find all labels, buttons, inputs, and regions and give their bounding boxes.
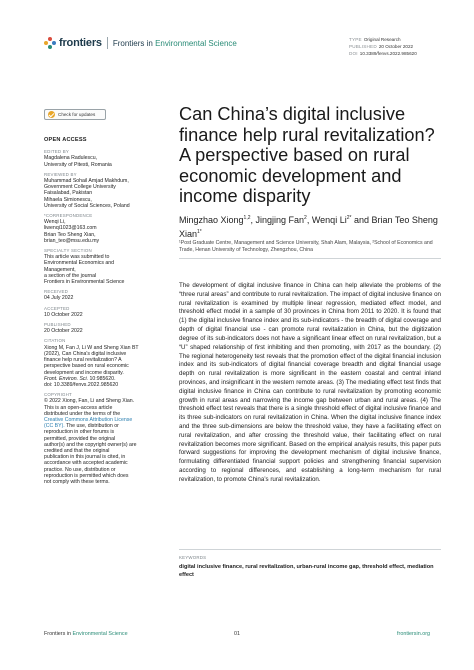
- reviewed-by: Muhammad Sohail Amjad Makhdum, Government College University Faisalabad, Pakistan Mihaela Simionescu, University of Social Sciences, Poland: [44, 178, 130, 209]
- correspondence-label: *CORRESPONDENCE: [44, 213, 93, 219]
- author[interactable]: Jingjing Fan$^2$: [255, 215, 307, 225]
- meta-published: PUBLISHED 20 October 2022: [349, 44, 414, 49]
- open-access-label: OPEN ACCESS: [44, 137, 87, 143]
- check-for-updates-button[interactable]: [44, 109, 106, 120]
- accepted-date: 10 October 2022: [44, 311, 83, 318]
- correspondence[interactable]: Wenqi Li, liwenqi1023@163.com Brian Teo Sheng Xian, brian_teo@msu.edu.my: [44, 219, 100, 244]
- specialty-section-label: SPECIALTY SECTION: [44, 248, 92, 254]
- author[interactable]: Wenqi $Li^{2*}$: [311, 215, 352, 225]
- published-label: PUBLISHED: [44, 322, 71, 328]
- frontiers-logo[interactable]: [44, 37, 237, 49]
- abstract: The development of digital inclusive finance in China can help alleviate the problems of the “three rural areas” and contribute to rural revitalization. The impact of digital inclusive finance on rural revitalization is examined by multiple linear regression, mediated effect model, and threshold effect model in a sample of 30 provinces in China from 2011 to 2020. It is found that (1) the digital inclusive finance index and its sub-indicators - the breadth of digital coverage and depth of digital financial use - can promote rural revitalization in China, but the digitization degree of its sub-indicators does not have a significant linear effect on rural revitalization, but a “U” shaped relationship of first inhibiting and then promoting, with 2017 as the boundary. (2) The regional heterogeneity test reveals that the promotion effect of the digital financial inclusion index and its sub-indicators of digital financial coverage breadth and digital financial usage depth on rural revitalization is more significant in the eastern coastal and central inland provinces, and insignificant in the western remote areas. (3) The mediating effect test finds that digital inclusive finance in China can contribute to rural revitalization by promoting economic growth in rural areas and narrowing the income gap between urban and rural areas. (4) The threshold effect test reveals that there is a single threshold effect of digital inclusive finance and its three sub-indicators on rural revitalization in China. When the digital inclusive finance index and the three sub-dimensions are below the threshold value, they have a facilitating effect on rural revitalization, and after crossing the threshold value, their facilitating effect on rural revitalization becomes more significant. Based on the empirical analysis results, this paper puts forward suggestions for improving the development mechanism of digital inclusive finance, formulating differentiated financial support policies and strengthening financial supervision according to regional differences, and establishing a long-term mechanism for rural revitalization, to promote China’s rural revitalization.: [179, 282, 441, 483]
- citation: Xiong M, Fan J, Li W and Sheng Xian BT (2022), Can China's digital inclusive finance help rural revitalization? A perspective based on rural economic development and income disparity. Front. Environ. Sci. 10:985620. doi: 10.3389/fenvs.2022.985620: [44, 344, 139, 388]
- received-date: 04 July 2022: [44, 295, 74, 302]
- edited-by-label: EDITED BY: [44, 149, 69, 155]
- author[interactable]: Brian Teo Sheng Xian$^{1*}$: [179, 215, 438, 239]
- logo-divider: [107, 37, 108, 49]
- page-number: 01: [234, 631, 240, 637]
- meta-type: TYPE Original Research: [349, 37, 401, 42]
- article-meta: [349, 36, 417, 57]
- cc-by-license-link[interactable]: Creative Commons Attribution License (CC BY).: [44, 416, 133, 430]
- accepted-label: ACCEPTED: [44, 305, 70, 311]
- citation-label: CITATION: [44, 338, 66, 344]
- published-date: 20 October 2022: [44, 328, 83, 335]
- author-list: Mingzhao Xiong$^{1,2}$, Jingjing Fan$^2$, Wenqi $Li^{2*}$ and Brian Teo Sheng Xian$^{1*}$: [179, 215, 438, 239]
- site-link[interactable]: frontiersin.org: [397, 631, 430, 637]
- article-title: Can China’s digital inclusive finance help rural revitalization? A perspective based on rural economic development and income disparity: [179, 104, 435, 207]
- specialty-section: This article was submitted to Environmental Economics and Management, a section of the journal Frontiers in Environmental Science: [44, 254, 125, 286]
- received-label: RECEIVED: [44, 289, 69, 295]
- meta-doi: DOI 10.3389/fenvs.2022.985620: [349, 51, 417, 56]
- keywords: digital inclusive finance, rural revitalization, urban-rural income gap, threshold effect, mediation effect: [179, 564, 434, 579]
- page-header: [44, 36, 444, 56]
- divider: [179, 549, 441, 550]
- copyright: © 2022 Xiong, Fan, Li and Sheng Xian. This is an open-access article distributed under the terms of the Creative Commons Attribution License (CC BY). The use, distribution or reproduction in other forums is permitted, provided the original author(s) and the copyright owner(s) are credited and that the original publication in this journal is cited, in accordance with accepted academic practice. No use, distribution or reproduction is permitted which does not comply with these terms.: [44, 398, 137, 485]
- brand-name: frontiers: [59, 37, 102, 49]
- affiliations: ¹Post Graduate Centre, Management and Science University, Shah Alam, Malaysia, ²School of Economics and Trade, Henan University of Technology, Zhengzhou, China: [179, 240, 433, 253]
- reviewed-by-label: REVIEWED BY: [44, 171, 77, 177]
- edited-by: Magdalena Radulescu, University of Pitesti, Romania: [44, 155, 112, 168]
- divider: [179, 258, 441, 259]
- check-for-updates-label: Check for updates: [58, 112, 96, 117]
- copyright-label: COPYRIGHT: [44, 392, 72, 398]
- footer-journal[interactable]: Frontiers in Environmental Science: [44, 631, 128, 637]
- author[interactable]: Mingzhao Xiong$^{1,2}$: [179, 215, 251, 225]
- article-info-sidebar: [44, 137, 172, 485]
- check-badge-icon: [48, 111, 55, 118]
- keywords-label: KEYWORDS: [179, 555, 207, 560]
- frontiers-logo-icon: [44, 37, 56, 49]
- journal-name: Frontiers in Environmental Science: [112, 38, 237, 48]
